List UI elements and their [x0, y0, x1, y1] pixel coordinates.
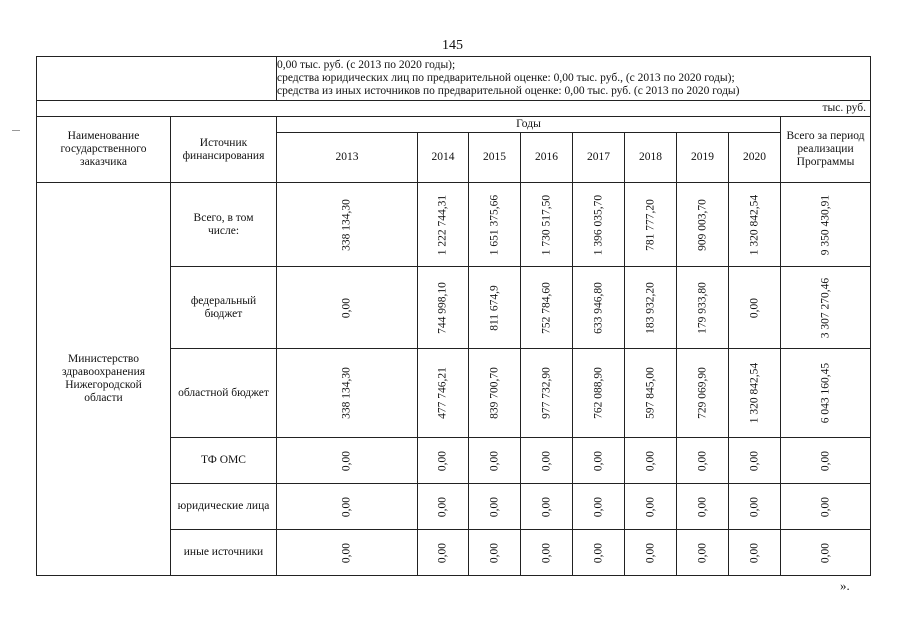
value-cell [521, 349, 573, 438]
value-text: 729 069,90 [696, 367, 708, 419]
value-cell [729, 183, 781, 267]
value-text: 0,00 [340, 542, 353, 563]
value-cell [277, 183, 418, 267]
customer-header: Наименование государственного заказчика [37, 117, 171, 183]
value-cell [521, 530, 573, 576]
margin-mark [12, 130, 20, 131]
units-row [37, 101, 871, 117]
page-number: 145 [442, 38, 463, 53]
value-cell [469, 484, 521, 530]
value-text: 977 732,90 [540, 367, 552, 419]
value-cell [277, 530, 418, 576]
value-cell [469, 183, 521, 267]
year-header: 2015 [469, 133, 521, 183]
year-header: 2014 [418, 133, 469, 183]
value-cell [573, 183, 625, 267]
total-cell [781, 183, 871, 267]
source-header: Источник финансирования [171, 117, 277, 183]
value-text: 0,00 [592, 450, 604, 471]
value-cell [625, 530, 677, 576]
total-cell [781, 530, 871, 576]
value-text: 0,00 [748, 542, 760, 563]
source-label: областной бюджет [171, 349, 277, 438]
value-cell [677, 349, 729, 438]
source-label: иные источники [171, 530, 277, 576]
value-cell [729, 438, 781, 484]
header-row-1 [37, 117, 871, 133]
value-cell [418, 438, 469, 484]
value-cell [469, 267, 521, 349]
year-header: 2013 [277, 133, 418, 183]
source-label: ТФ ОМС [171, 438, 277, 484]
value-text: 0,00 [644, 542, 656, 563]
value-text: 744 998,10 [436, 281, 449, 334]
value-text: 0,00 [488, 496, 500, 517]
table-row [37, 183, 871, 267]
value-cell [521, 183, 573, 267]
value-cell [573, 438, 625, 484]
total-text: 3 307 270,46 [819, 277, 831, 338]
value-cell [573, 484, 625, 530]
value-cell [729, 530, 781, 576]
value-text: 0,00 [696, 450, 708, 471]
value-text: 183 932,20 [644, 281, 656, 334]
value-cell [521, 484, 573, 530]
closing-quote-mark: ». [840, 578, 850, 593]
value-text: 1 730 517,50 [540, 194, 552, 255]
value-text: 0,00 [436, 496, 449, 517]
value-text: 0,00 [592, 496, 604, 517]
value-cell [418, 267, 469, 349]
year-header: 2019 [677, 133, 729, 183]
value-cell [469, 438, 521, 484]
value-text: 0,00 [748, 450, 760, 471]
value-text: 0,00 [340, 450, 353, 471]
year-header: 2016 [521, 133, 573, 183]
value-cell [625, 183, 677, 267]
value-cell [418, 530, 469, 576]
value-text: 0,00 [748, 297, 760, 318]
units-blank [37, 101, 781, 117]
financing-table [36, 56, 871, 576]
value-cell [277, 349, 418, 438]
value-cell [573, 267, 625, 349]
value-cell [625, 484, 677, 530]
value-text: 0,00 [540, 496, 552, 517]
value-text: 0,00 [540, 450, 552, 471]
value-cell [625, 438, 677, 484]
value-text: 0,00 [436, 542, 449, 563]
value-text: 0,00 [644, 450, 656, 471]
total-text: 6 043 160,45 [819, 362, 831, 424]
intro-text-cell [277, 57, 871, 101]
value-cell [277, 438, 418, 484]
year-header: 2018 [625, 133, 677, 183]
value-cell [521, 438, 573, 484]
source-label: юридические лица [171, 484, 277, 530]
value-cell [277, 484, 418, 530]
value-cell [573, 530, 625, 576]
value-text: 1 222 744,31 [436, 194, 449, 255]
intro-line: средства из иных источников по предварительной оценке: 0,00 тыс. руб. (с 2013 по 2020 годы) [277, 85, 740, 97]
value-cell [469, 349, 521, 438]
year-header: 2020 [729, 133, 781, 183]
value-cell [277, 267, 418, 349]
value-text: 0,00 [696, 496, 708, 517]
value-text: 338 134,30 [340, 367, 353, 419]
units-label: тыс. руб. [781, 101, 871, 117]
total-cell [781, 438, 871, 484]
total-text: 0,00 [819, 542, 831, 563]
value-cell [418, 349, 469, 438]
total-text: 0,00 [819, 450, 831, 471]
value-text: 477 746,21 [436, 367, 449, 419]
value-cell [573, 349, 625, 438]
value-text: 0,00 [540, 542, 552, 563]
value-cell [729, 349, 781, 438]
value-text: 0,00 [340, 496, 353, 517]
intro-line: средства юридических лиц по предварительной оценке: 0,00 тыс. руб., (с 2013 по 2020 годы); [277, 72, 735, 84]
value-text: 597 845,00 [644, 367, 656, 419]
value-cell [625, 267, 677, 349]
value-cell [418, 183, 469, 267]
value-cell [729, 484, 781, 530]
source-label: федеральный бюджет [171, 267, 277, 349]
intro-line: 0,00 тыс. руб. (с 2013 по 2020 годы); [277, 59, 456, 71]
value-text: 811 674,9 [488, 284, 500, 331]
value-text: 179 933,80 [696, 281, 708, 334]
value-text: 762 088,90 [592, 367, 604, 419]
total-cell [781, 349, 871, 438]
value-cell [469, 530, 521, 576]
value-text: 633 946,80 [592, 281, 604, 334]
value-text: 0,00 [748, 496, 760, 517]
value-text: 1 320 842,54 [748, 362, 760, 424]
source-label: Всего, в том числе: [171, 183, 277, 267]
total-text: 0,00 [819, 496, 831, 517]
value-text: 909 003,70 [696, 198, 708, 251]
intro-left-blank [37, 57, 277, 101]
value-cell [677, 438, 729, 484]
value-text: 1 651 375,66 [488, 194, 500, 255]
value-text: 752 784,60 [540, 281, 552, 334]
value-text: 0,00 [340, 297, 353, 318]
value-cell [677, 183, 729, 267]
value-text: 839 700,70 [488, 367, 500, 419]
total-header: Всего за период реализации Программы [781, 117, 871, 183]
value-cell [677, 484, 729, 530]
value-text: 0,00 [436, 450, 449, 471]
year-header: 2017 [573, 133, 625, 183]
total-cell [781, 267, 871, 349]
intro-row [37, 57, 871, 101]
value-text: 0,00 [592, 542, 604, 563]
value-cell [729, 267, 781, 349]
value-text: 0,00 [644, 496, 656, 517]
value-text: 0,00 [696, 542, 708, 563]
value-text: 0,00 [488, 450, 500, 471]
value-text: 1 396 035,70 [592, 194, 604, 255]
years-group-header: Годы [277, 117, 781, 133]
value-text: 338 134,30 [340, 198, 353, 251]
value-cell [521, 267, 573, 349]
value-text: 0,00 [488, 542, 500, 563]
total-text: 9 350 430,91 [819, 194, 831, 255]
value-cell [625, 349, 677, 438]
value-text: 1 320 842,54 [748, 194, 760, 255]
value-text: 781 777,20 [644, 198, 656, 251]
value-cell [677, 267, 729, 349]
total-cell [781, 484, 871, 530]
value-cell [418, 484, 469, 530]
customer-name: Министерство здравоохранения Нижегородской области [37, 183, 171, 576]
value-cell [677, 530, 729, 576]
